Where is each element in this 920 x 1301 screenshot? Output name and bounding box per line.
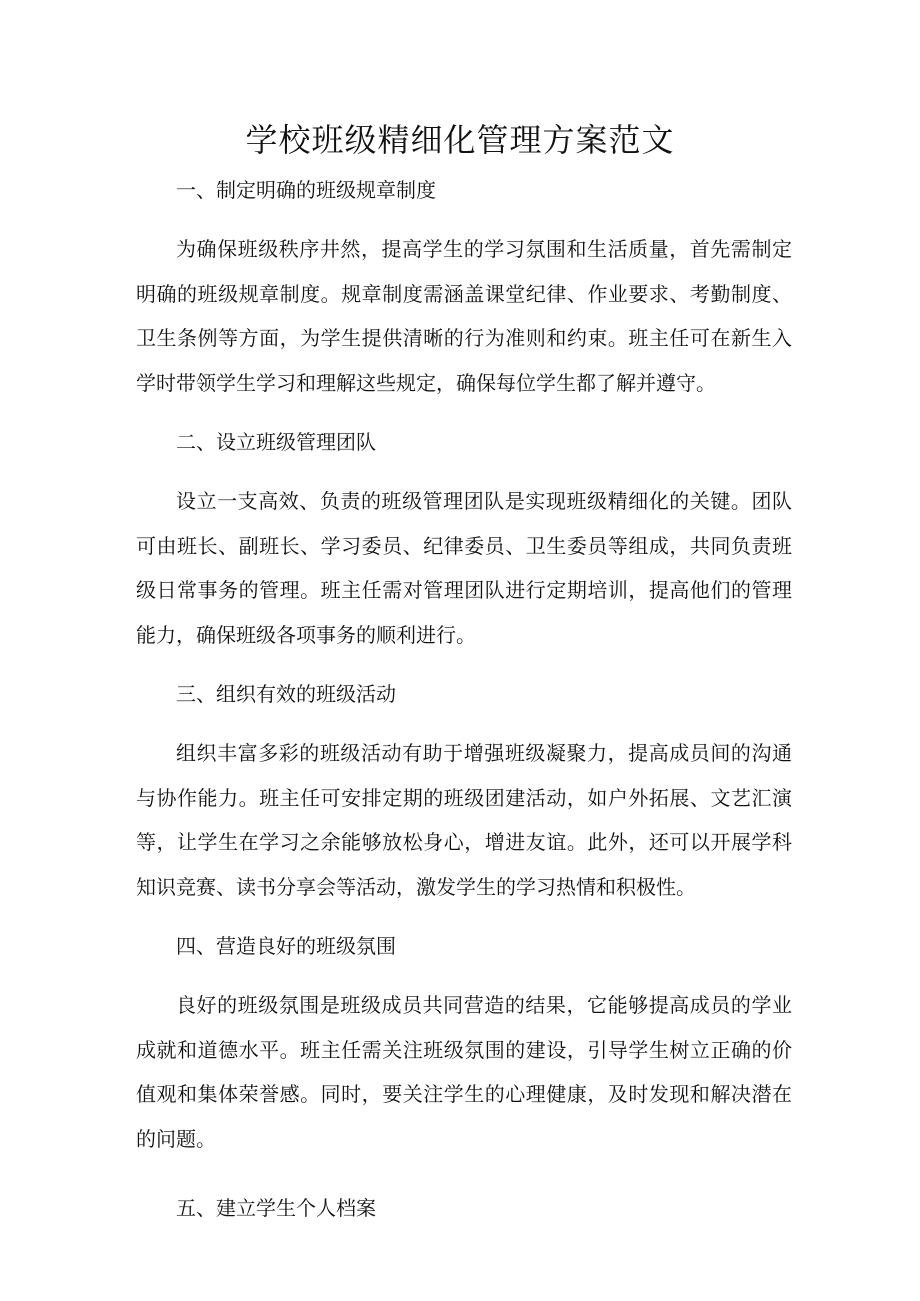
document-body: [136, 170, 792, 1245]
section-heading-2: 二、设立班级管理团队: [176, 430, 376, 454]
section-heading-3: 三、组织有效的班级活动: [176, 682, 396, 706]
section-heading-4: 四、营造良好的班级氛围: [176, 934, 396, 958]
section-heading-1: 一、制定明确的班级规章制度: [176, 178, 436, 202]
section-paragraph-3: 组织丰富多彩的班级活动有助于增强班级凝聚力，提高成员间的沟通与协作能力。班主任可安排定期的班级团建活动，如户外拓展、文艺汇演等，让学生在学习之余能够放松身心，增进友谊。此外，还可以开展学科知识竞赛、读书分享会等活动，激发学生的学习热情和积极性。: [136, 741, 792, 899]
section-paragraph-1: 为确保班级秩序井然，提高学生的学习氛围和生活质量，首先需制定明确的班级规章制度。规章制度需涵盖课堂纪律、作业要求、考勤制度、卫生条例等方面，为学生提供清晰的行为准则和约束。班主任可在新生入学时带领学生学习和理解这些规定，确保每位学生都了解并遵守。: [136, 237, 792, 395]
section-heading-5: 五、建立学生个人档案: [176, 1196, 376, 1220]
section-paragraph-4: 良好的班级氛围是班级成员共同营造的结果，它能够提高成员的学业成就和道德水平。班主任需关注班级氛围的建设，引导学生树立正确的价值观和集体荣誉感。同时，要关注学生的心理健康，及时发现和解决潜在的问题。: [136, 993, 792, 1151]
document-title: 学校班级精细化管理方案范文: [245, 121, 675, 159]
section-paragraph-2: 设立一支高效、负责的班级管理团队是实现班级精细化的关键。团队可由班长、副班长、学习委员、纪律委员、卫生委员等组成，共同负责班级日常事务的管理。班主任需对管理团队进行定期培训，提高他们的管理能力，确保班级各项事务的顺利进行。: [136, 489, 792, 647]
